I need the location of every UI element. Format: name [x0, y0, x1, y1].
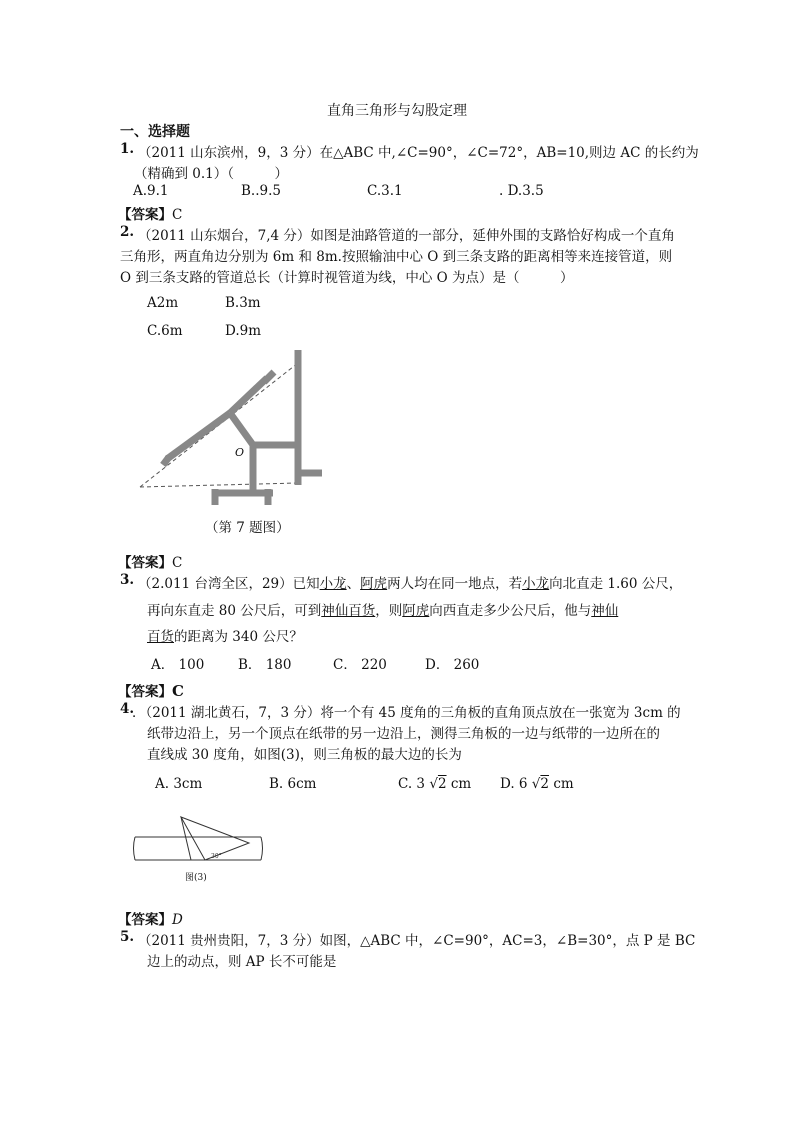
answer-label: 【答案】	[118, 912, 172, 928]
q3-option-b: B． 180	[238, 657, 292, 673]
q4-number: 4.	[120, 701, 135, 717]
q3-option-a: A． 100	[151, 657, 205, 673]
name-store: 百货	[147, 629, 174, 645]
answer-label: 【答案】	[118, 207, 172, 223]
answer-value: C	[172, 682, 184, 700]
name-shenxian: 神仙	[591, 603, 619, 619]
page-title: 直角三角形与勾股定理	[327, 103, 467, 119]
q2-figure-caption: （第 7 题图）	[205, 520, 290, 536]
q4-option-c: C. 3 √2 cm	[398, 776, 472, 792]
name-xiaolong: 小龙	[319, 576, 347, 592]
q3-option-c: C． 220	[333, 657, 387, 673]
q4-line3: 直线成 30 度角，如图(3)，则三角板的最大边的长为	[147, 747, 462, 763]
q2-line1: （2011 山东烟台，7,4 分）如图是油路管道的一部分，延伸外围的支路恰好构成一个直角	[138, 228, 675, 244]
q3-answer	[118, 680, 184, 700]
q2-option-a: A2m	[147, 295, 179, 311]
answer-value: C	[172, 555, 183, 571]
q4-figure-caption: 图(3)	[185, 873, 207, 883]
q1-line2: （精确到 0.1）（ ）	[134, 166, 289, 182]
pipeline-figure	[135, 345, 335, 510]
q5-line2: 边上的动点，则 AP 长不可能是	[147, 954, 337, 970]
q2-option-c: C.6m	[147, 323, 183, 339]
q3-number: 3.	[120, 572, 135, 588]
q2-number: 2.	[120, 224, 135, 240]
q2-line3: O 到三条支路的管道总长（计算时视管道为线，中心 O 为点）是（ ）	[120, 270, 574, 286]
q2-answer	[118, 551, 182, 571]
q5-line1: （2011 贵州贵阳，7，3 分）如图，△ABC 中，∠C=90°，AC=3，∠B=30°，点 P 是 BC	[138, 933, 696, 949]
q1-number: 1.	[120, 141, 135, 157]
q1-option-d: . D.3.5	[499, 183, 544, 199]
answer-label: 【答案】	[118, 555, 172, 571]
q4-line1: ．（2011 湖北黄石，7，3 分）将一个有 45 度角的三角板的直角顶点放在一张宽为 3cm 的	[132, 705, 681, 721]
answer-value: C	[172, 207, 183, 223]
q3-line1: （2.011 台湾全区，29）已知小龙、阿虎两人均在同一地点，若小龙向北直走 1.60 公尺，	[138, 576, 683, 592]
name-ahu: 阿虎	[360, 576, 388, 592]
q3-option-d: D． 260	[425, 657, 480, 673]
section-heading: 一、选择题	[120, 124, 190, 140]
q5-number: 5.	[120, 929, 135, 945]
name-ahu: 阿虎	[402, 603, 430, 619]
center-label-o: O	[235, 446, 245, 459]
q4-option-a: A. 3cm	[155, 776, 203, 792]
q2-option-d: D.9m	[225, 323, 262, 339]
q3-line2: 再向东直走 80 公尺后，可到神仙百货，则阿虎向西直走多少公尺后，他与神仙	[147, 603, 619, 619]
q3-line3: 百货的距离为 340 公尺？	[147, 629, 303, 645]
q1-answer	[118, 203, 182, 223]
angle-label: 30°	[211, 853, 222, 860]
name-shenxian-store: 神仙百货	[321, 603, 376, 619]
q4-option-b: B. 6cm	[269, 776, 317, 792]
q1-option-c: C.3.1	[367, 183, 403, 199]
name-xiaolong: 小龙	[522, 576, 550, 592]
q2-option-b: B.3m	[225, 295, 261, 311]
answer-label: 【答案】	[118, 684, 172, 700]
answer-value: D	[172, 912, 183, 928]
q4-option-d: D. 6 √2 cm	[500, 776, 574, 792]
q1-option-a: A.9.1	[133, 183, 169, 199]
q1-option-b: B..9.5	[241, 183, 281, 199]
q2-line2: 三角形，两直角边分别为 6m 和 8m.按照输油中心 O 到三条支路的距离相等来连接管道，则	[120, 249, 673, 265]
q4-answer	[118, 908, 183, 928]
q1-line1: （2011 山东滨州，9，3 分）在△ABC 中,∠C=90°，∠C=72°，AB=10,则边 AC 的长约为	[138, 145, 699, 161]
q4-line2: 纸带边沿上，另一个顶点在纸带的另一边沿上，测得三角板的一边与纸带的一边所在的	[147, 726, 660, 742]
